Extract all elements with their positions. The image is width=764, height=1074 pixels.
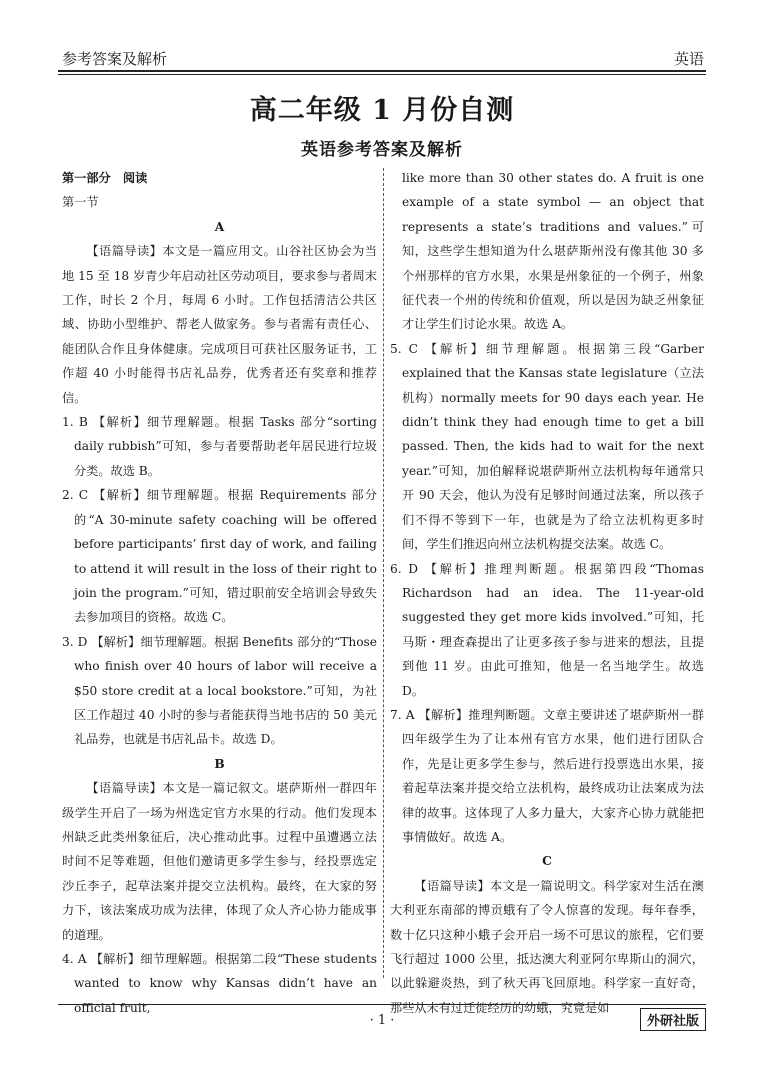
- answer-4-start: 4. A 【解析】细节理解题。根据第二段“These students wanted to know why Kansas didn’t have an official fruit,: [62, 952, 377, 1015]
- page-number: · 1 ·: [369, 1013, 395, 1028]
- header-subject-label: 英语: [673, 50, 704, 68]
- answer-7: 7. A 【解析】推理判断题。文章主要讲述了堪萨斯州一群四年级学生为了让本州有官方水果，他们进行团队合作，先是让更多学生参与，然后进行投票选出水果，接着起草法案并提交给立法机构，最终成功让法案成为法律的故事。这体现了人多力量大，大家齐心协力就能把事情做好。故选 A。: [390, 707, 704, 844]
- header-rule-thin: [58, 74, 706, 75]
- edition-tag: 外研社版: [640, 1008, 706, 1031]
- passage-a-label: A: [214, 219, 225, 234]
- answer-4-continued: like more than 30 other states do. A fruit is one example of a state symbol — an object that represents a state’s traditions and values.”可知，这些学生想知道为什么堪萨斯州没有像其他 30 多个州那样的官方水果，水果是州象征的一个例子，州象征代表一个州的传统和价值观，所以是因为缺乏州象征才让学生们讨论水果。故选 A。: [402, 171, 704, 332]
- answer-3: 3. D 【解析】细节理解题。根据 Benefits 部分的“Those who finish over 40 hours of labor will receive a $50 store credit at a local bookstore.”可知，为社区工作超过 40 小时的参与者能获得当地书店的 50 美元礼品券，也就是书店礼品卡。故选 D。: [62, 634, 377, 747]
- footer-rule: [58, 1004, 706, 1005]
- answer-6: 6. D 【解析】推理判断题。根据第四段“Thomas Richardson had an idea. The 11-year-old suggested they get more kids involved.”可知，托马斯・理查森提出了让更多孩子参与进来的想法，且提到他 11 岁。由此可推知，他是一名当地学生。故选 D。: [390, 561, 704, 698]
- header-rule-thick: [58, 70, 706, 72]
- passage-b-guide: 【语篇导读】本文是一篇记叙文。堪萨斯州一群四年级学生开启了一场为州选定官方水果的行动。他们发现本州缺乏此类州象征后，决心推动此事。过程中虽遭遇立法时间不足等难题，但他们邀请更多学生参与，经投票选定沙丘李子，起草法案并提交立法机构。最终，在大家的努力下，该法案成功成为法律，体现了众人齐心协力能成事的道理。: [62, 781, 377, 942]
- page-subtitle: 英语参考答案及解析: [301, 140, 463, 160]
- section-heading: 第一部分 阅读: [62, 171, 148, 185]
- header-left-label: 参考答案及解析: [62, 50, 168, 68]
- passage-a-guide: 【语篇导读】本文是一篇应用文。山谷社区协会为当地 15 至 18 岁青少年启动社区劳动项目，要求参与者周末工作，时长 2 个月，每周 6 小时。工作包括清洁公共区域、协助小型维护、帮老人做家务。参与者需有责任心、能团队合作且身体健康。完成项目可获社区服务证书，工作超 40 小时能得书店礼品券，优秀者还有奖章和推荐信。: [62, 244, 377, 405]
- right-column: [390, 166, 704, 1020]
- answer-5: 5. C 【解析】细节理解题。根据第三段“Garber explained that the Kansas state legislature（立法机构）normally meets for 90 days each year. He didn’t think they had enough time to get a bill passed. Then, the kids had to wait for the next year.”可知，加伯解释说堪萨斯州立法机构每年通常只开 90 天会，他认为没有足够时间通过法案，所以孩子们不得不等到下一年，也就是为了给立法机构更多时间，学生们推迟向州立法机构提交法案。故选 C。: [390, 341, 704, 552]
- passage-c-label: C: [542, 854, 552, 869]
- subsection-heading: 第一节: [62, 195, 99, 210]
- page-header: [58, 46, 706, 70]
- answer-2: 2. C 【解析】细节理解题。根据 Requirements 部分的“A 30-minute safety coaching will be offered before participants’ first day of work, and failing to attend it will result in the loss of their right to join the program.”可知，错过职前安全培训会导致失去参加项目的资格。故选 C。: [62, 488, 377, 625]
- passage-b-label: B: [214, 756, 225, 771]
- page-title: 高二年级 1 月份自测: [249, 95, 515, 126]
- answer-1: 1. B 【解析】细节理解题。根据 Tasks 部分“sorting daily rubbish”可知，参与者要帮助老年居民进行垃圾分类。故选 B。: [62, 415, 377, 478]
- column-divider: [383, 168, 384, 978]
- left-column: [62, 166, 377, 1020]
- passage-c-guide: 【语篇导读】本文是一篇说明文。科学家对生活在澳大利亚东南部的博贡蛾有了令人惊喜的发现。每年春季，数十亿只这种小蛾子会开启一场不可思议的旅程，它们要飞行超过 1000 公里，抵达澳大利亚阿尔卑斯山的洞穴，以此躲避炎热，到了秋天再飞回原地。科学家一直好奇，那些从未有过迁徙经历的幼蛾，究竟是如: [390, 878, 704, 1015]
